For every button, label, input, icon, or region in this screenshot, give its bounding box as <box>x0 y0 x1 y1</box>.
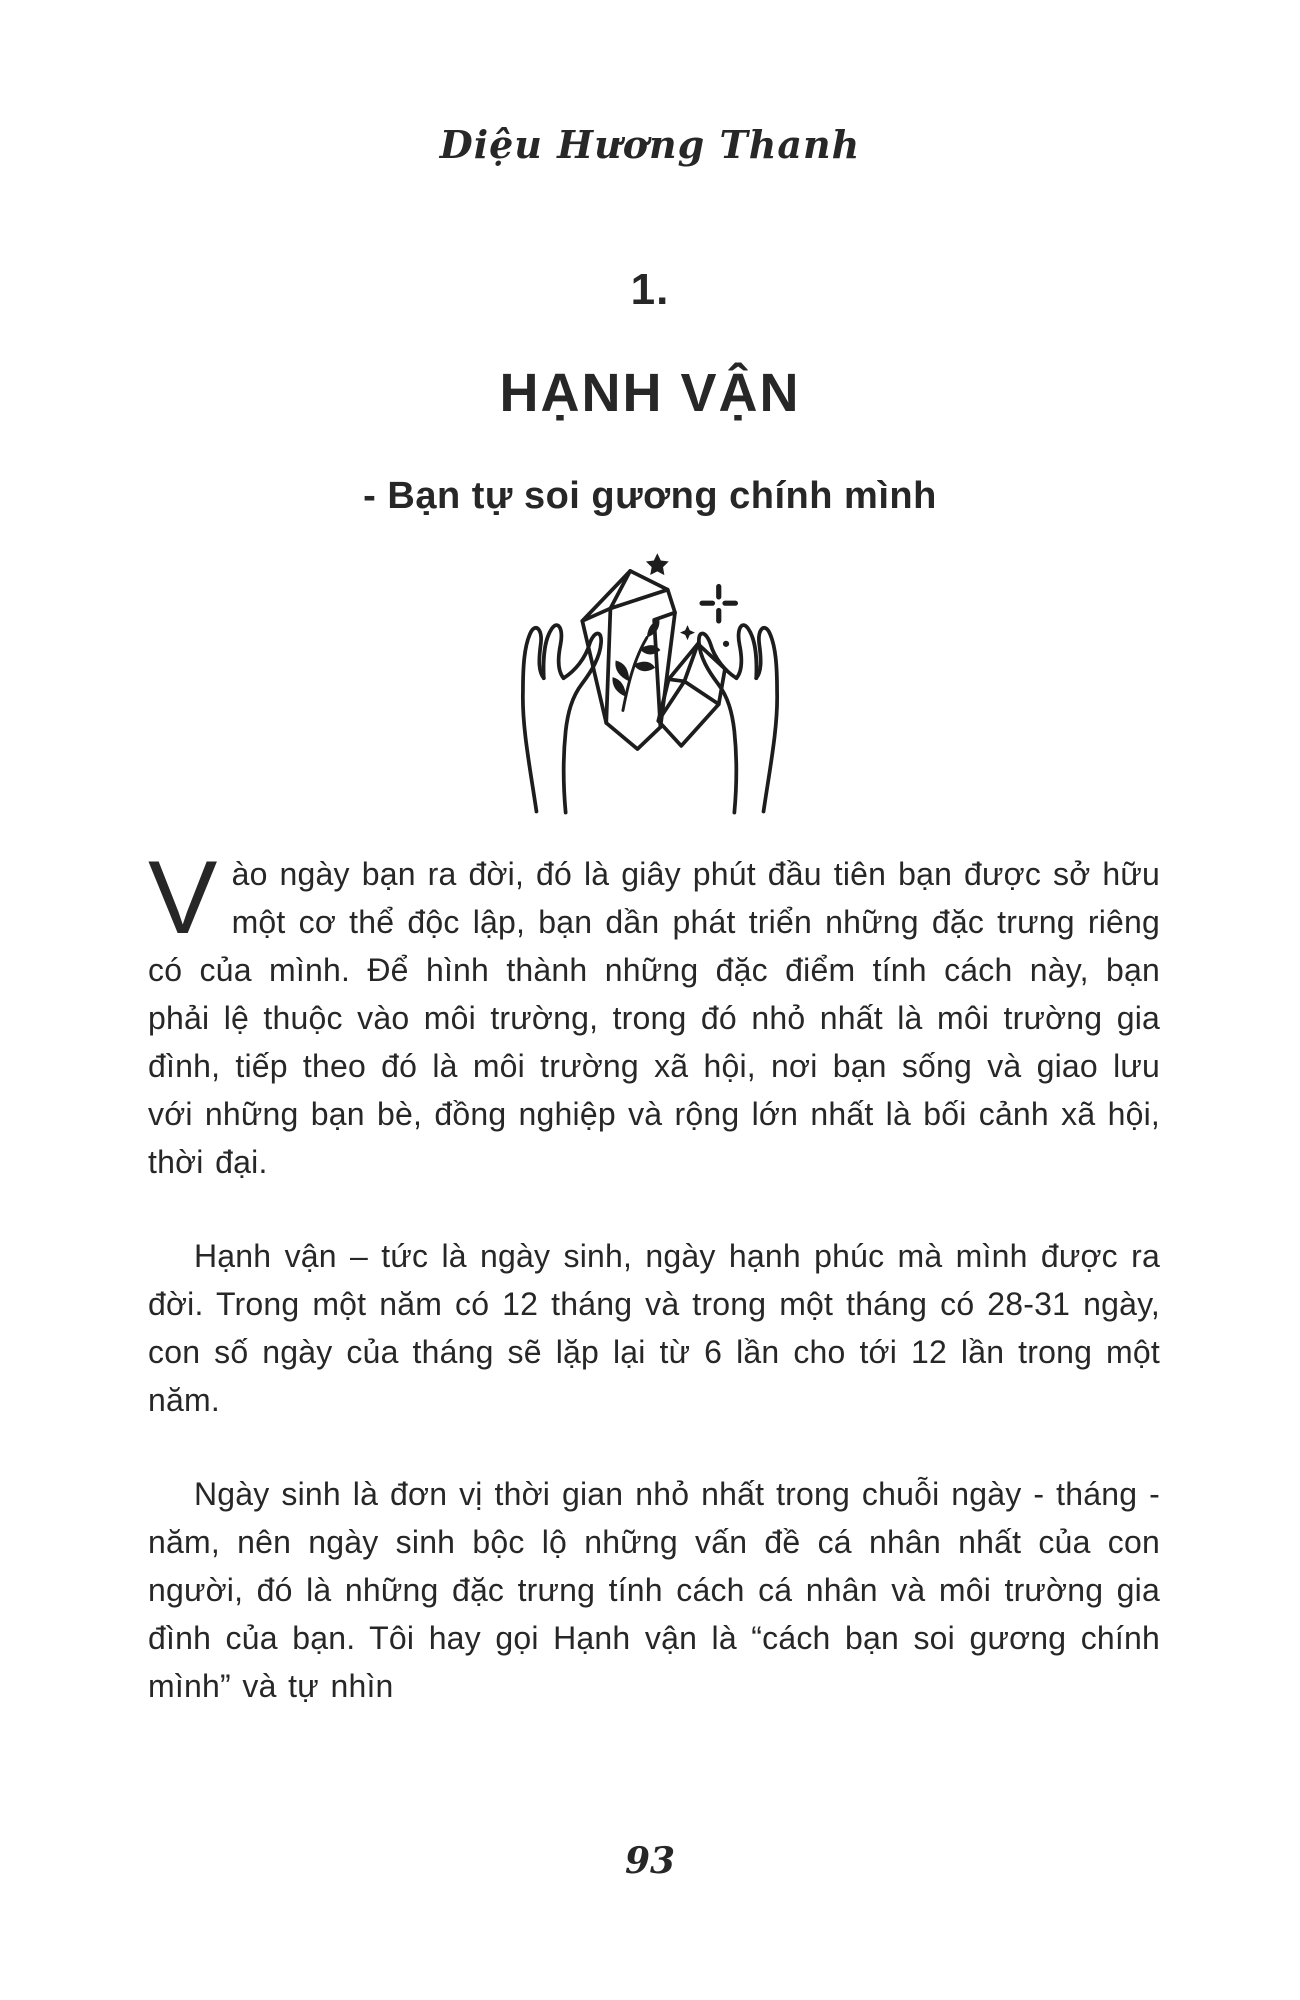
paragraph-2: Hạnh vận – tức là ngày sinh, ngày hạnh phúc mà mình được ra đời. Trong một năm có 12 tháng và trong một tháng có 28-31 ngày, con số ngày của tháng sẽ lặp lại từ 6 lần cho tới 12 lần trong một năm. <box>148 1238 1160 1418</box>
chapter-number: 1. <box>630 265 670 314</box>
chapter-title: HẠNH VẬN <box>499 363 801 423</box>
sprig-decoration <box>612 620 660 711</box>
tiny-star-icon <box>680 625 695 640</box>
paragraph-1 <box>148 840 1160 1186</box>
page-number: 93 <box>624 1840 676 1882</box>
paragraph-3: Ngày sinh là đơn vị thời gian nhỏ nhất trong chuỗi ngày - tháng - năm, nên ngày sinh bộc lộ những vấn đề cá nhân nhất của con người, đó là những đặc trưng tính cách cá nhân và môi trường gia đình của bạn. Tôi hay gọi Hạnh vận là “cách bạn soi gương chính mình” và tự nhìn <box>148 1476 1160 1704</box>
drop-cap: V <box>148 840 218 956</box>
star-icon <box>646 553 669 575</box>
sparkle-plus-icon <box>702 587 735 621</box>
running-header-author: Diệu Hương Thanh <box>439 122 861 167</box>
crystal-hands-icon <box>504 548 796 824</box>
paragraph-1-text: ào ngày bạn ra đời, đó là giây phút đầu tiên bạn được sở hữu một cơ thể độc lập, bạn dần phát triển những đặc trưng riêng có của mình. Để hình thành những đặc điểm tính cách này, bạn phải lệ thuộc vào môi trường, trong đó nhỏ nhất là môi trường gia đình, tiếp theo đó là môi trường xã hội, nơi bạn sống và giao lưu với những bạn bè, đồng nghiệp và rộng lớn nhất là bối cảnh xã hội, thời đại. <box>148 856 1160 1180</box>
body-text <box>148 840 1160 1710</box>
hands-holding-crystals-illustration <box>0 548 1300 824</box>
dot-icon <box>723 641 729 647</box>
chapter-subtitle: - Bạn tự soi gương chính mình <box>363 475 937 517</box>
